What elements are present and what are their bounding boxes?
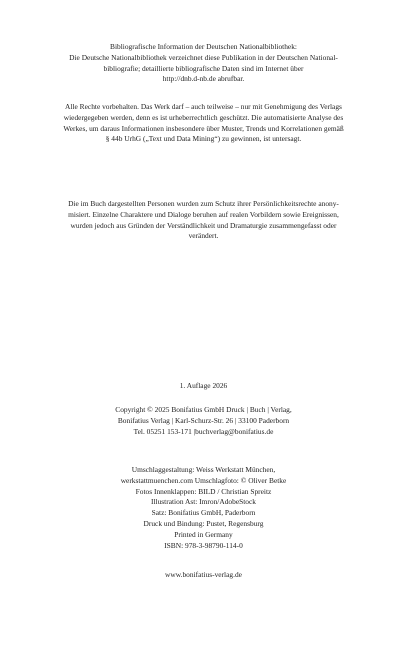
copyright-line: Copyright © 2025 Bonifatius GmbH Druck | Buch | Verlag, [115, 405, 292, 414]
publisher-address-line: Bonifatius Verlag | Karl-Schurz-Str. 26 | 33100 Paderborn [117, 415, 290, 425]
edition-line: 1. Auflage 2026 [179, 381, 228, 390]
rights-line: wiedergegeben werden, denn es ist urheberrechtlich geschützt. Die automatisierte Analyse des [63, 112, 344, 122]
persons-disclaimer [44, 199, 363, 242]
bibliographic-line: http://dnb.d-nb.de abrufbar. [162, 74, 245, 84]
bibliographic-line: Bibliografische Information der Deutschen Nationalbibliothek: [110, 42, 297, 51]
rights-line: § 44b UrhG („Text und Data Mining“) zu gewinnen, ist untersagt. [105, 134, 302, 144]
disclaimer-line: Die im Buch dargestellten Personen wurden zum Schutz ihrer Persönlichkeitsrechte anony- [68, 199, 339, 208]
disclaimer-line: misiert. Einzelne Charaktere und Dialoge beruhen auf realen Vorbildern sowie Ereignissen, [68, 209, 339, 219]
credit-line: Satz: Bonifatius GmbH, Paderborn [151, 508, 256, 518]
credit-line: Illustration Ast: Imron/AdobeStock [150, 497, 257, 507]
credit-line: Printed in Germany [174, 529, 233, 539]
isbn-line: ISBN: 978-3-98790-114-0 [164, 540, 243, 550]
bibliographic-line: Die Deutsche Nationalbibliothek verzeichnet diese Publikation in der Deutschen National- [69, 52, 338, 62]
publisher-contact-line: Tel. 05251 153-171 |buchverlag@bonifatius.de [133, 426, 274, 436]
credit-line: Umschlaggestaltung: Weiss Werkstatt München, [131, 465, 276, 474]
disclaimer-line: verändert. [188, 231, 219, 241]
publisher-website [44, 570, 363, 581]
credit-line: Druck und Bindung: Pustet, Regensburg [143, 518, 264, 528]
edition-info [44, 381, 363, 392]
bibliographic-line: bibliografie; detaillierte bibliografische Daten sind im Internet über [103, 63, 304, 73]
rights-line: Alle Rechte vorbehalten. Das Werk darf – auch teilweise – nur mit Genehmigung des Verlags [65, 102, 342, 111]
copyright-publisher [44, 405, 363, 437]
disclaimer-line: wurden jedoch aus Gründen der Verständlichkeit und Dramaturgie zusammengefasst oder [70, 220, 337, 230]
rights-line: Werkes, um daraus Informationen insbesondere über Muster, Trends und Korrelationen gemäß [63, 123, 344, 133]
production-credits [44, 465, 363, 551]
rights-notice [44, 102, 363, 145]
credit-line: Fotos Innenklappen: BILD / Christian Spreitz [135, 486, 272, 496]
bibliographic-information [44, 42, 363, 85]
credit-line: werkstattmuenchen.com Umschlagfoto: © Oliver Betke [120, 475, 287, 485]
website-url: www.bonifatius-verlag.de [165, 570, 242, 579]
